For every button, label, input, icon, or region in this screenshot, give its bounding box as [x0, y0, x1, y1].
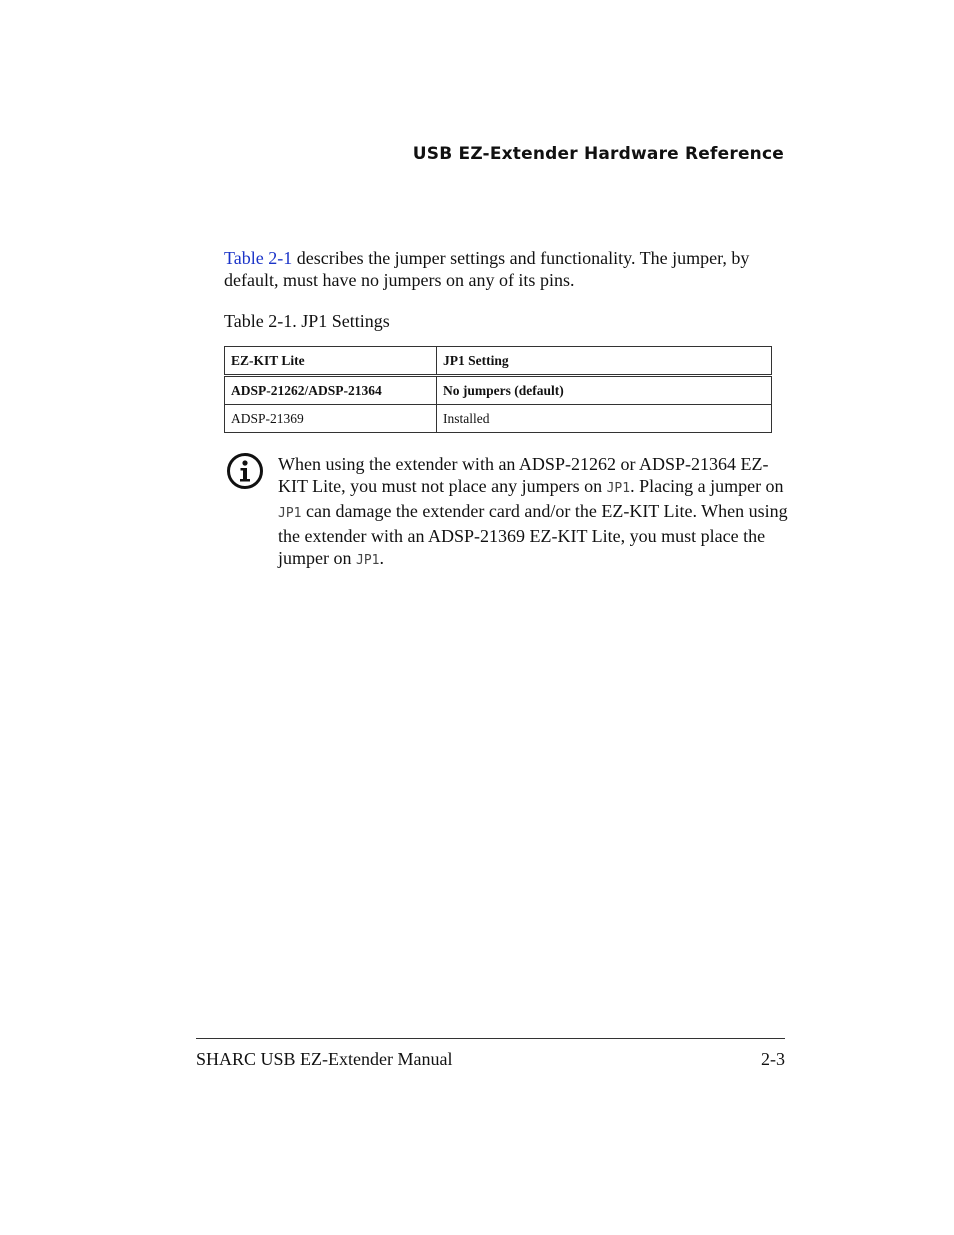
- note-text: can damage the extender card and/or the EZ-KIT Lite. When using the extender with an ADSP-21369 EZ-KIT Lite, you must place the jumper on: [278, 501, 788, 568]
- table-cell: ADSP-21262/ADSP-21364: [225, 376, 437, 405]
- running-header: USB EZ-Extender Hardware Reference: [412, 144, 784, 164]
- note-text: . Placing a jumper on: [630, 476, 784, 496]
- intro-paragraph: [224, 247, 789, 291]
- note-text: When using the extender with an ADSP-21262 or ADSP-21364 EZ-KIT Lite, you must not place any jumpers on: [278, 454, 769, 496]
- footer-page-number: 2-3: [761, 1049, 785, 1069]
- column-header-jp1-setting: JP1 Setting: [437, 347, 772, 376]
- table-cross-reference-link[interactable]: Table 2-1: [224, 248, 293, 268]
- column-header-ez-kit-lite: EZ-KIT Lite: [225, 347, 437, 376]
- code-jp1: JP1: [278, 506, 302, 521]
- footer-manual-title: SHARC USB EZ-Extender Manual: [196, 1049, 453, 1069]
- table-row: [225, 376, 772, 405]
- table-row: [225, 405, 772, 433]
- table-cell: Installed: [437, 405, 772, 433]
- info-icon: [226, 452, 264, 490]
- footer-divider: [196, 1038, 785, 1039]
- code-jp1: JP1: [606, 481, 631, 496]
- intro-text: describes the jumper settings and functionality. The jumper, by default, must have no jumpers on any of its pins.: [224, 248, 750, 290]
- table-header-row: [225, 347, 772, 376]
- jp1-settings-table: [224, 346, 772, 433]
- table-cell: ADSP-21369: [225, 405, 437, 433]
- table-caption: Table 2-1. JP1 Settings: [224, 311, 390, 331]
- note-paragraph: [278, 453, 788, 572]
- table-cell: No jumpers (default): [437, 376, 772, 405]
- code-jp1: JP1: [356, 553, 380, 568]
- note-text: .: [379, 548, 384, 568]
